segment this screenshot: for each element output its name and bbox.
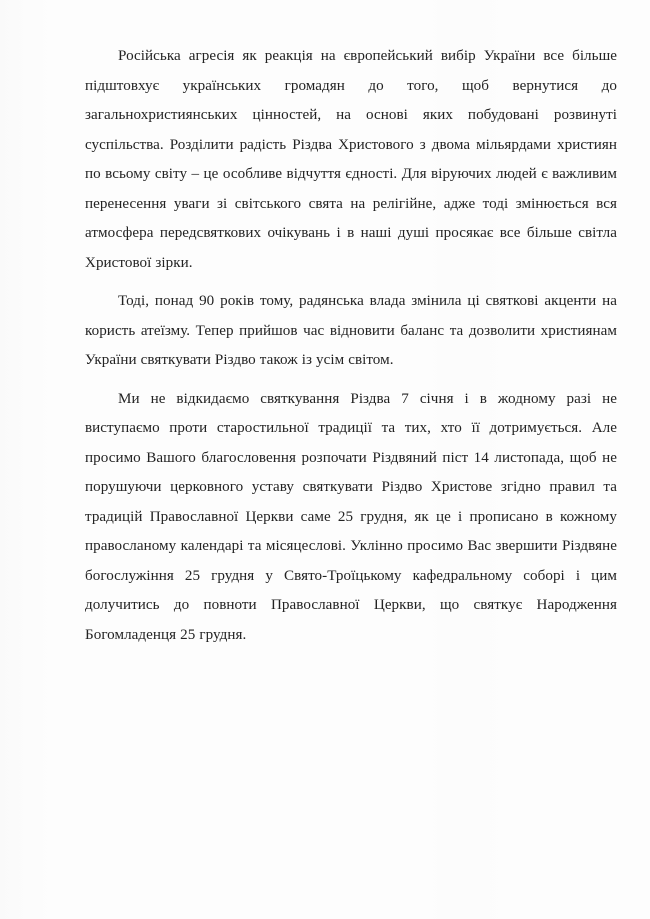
paragraph-1: Російська агресія як реакція на європейський вибір України все більше підштовхує українських громадян до того, щоб вернутися до загальнохристиянських цінностей, на основі яких побудовані розвинуті суспільства. Розділити радість Різдва Христового з двома мільярдами християн по всьому світу – це особливе відчуття єдності. Для віруючих людей є важливим перенесення уваги зі світського свята на релігійне, адже тоді змінюється вся атмосфера передсвяткових очікувань і в наші душі просякає все більше світла Христової зірки. (85, 48, 617, 271)
document-text-body (85, 42, 617, 650)
paragraph-2: Тоді, понад 90 років тому, радянська влада змінила ці святкові акценти на користь атеїзму. Тепер прийшов час відновити баланс та дозволити християнам України святкувати Різдво також із усім світом. (85, 293, 617, 368)
paragraph-3: Ми не відкидаємо святкування Різдва 7 січня і в жодному разі не виступаємо проти старостильної традиції та тих, хто її дотримується. Але просимо Вашого благословення розпочати Різдвяний піст 14 листопада, щоб не порушуючи церковного уставу святкувати Різдво Христове згідно правил та традицій Православної Церкви саме 25 грудня, як це і прописано в кожному правосланому календарі та місяцеслові. Уклінно просимо Вас звершити Різдвяне богослужіння 25 грудня у Свято-Троїцькому кафедральному соборі і цим долучитись до повноти Православної Церкви, що святкує Народження Богомладенця 25 грудня. (85, 390, 617, 643)
